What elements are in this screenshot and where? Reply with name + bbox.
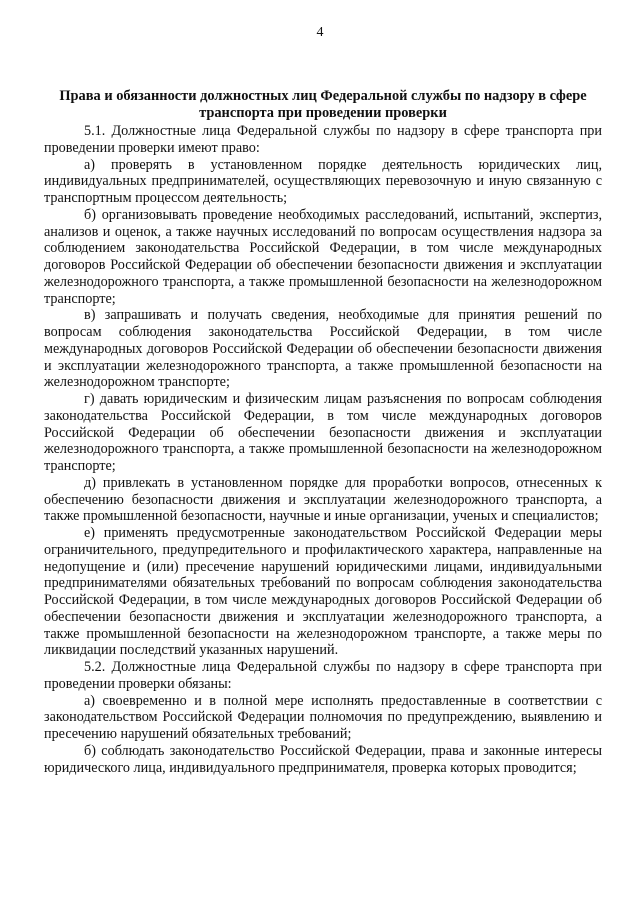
paragraph-5-1-v: в) запрашивать и получать сведения, необходимые для принятия решений по вопросам соблюдения законодательства Российской Федерации, в том числе международных договоров Российской Федерации об обеспечении безопасности движения и эксплуатации железнодорожного транспорта, а также промышленной безопасности на железнодорожном транспорте; [44,307,602,391]
paragraph-5-2-a: а) своевременно и в полной мере исполнять предоставленные в соответствии с законодательством Российской Федерации полномочия по предупреждению, выявлению и пресечению нарушений обязательных требований; [44,692,602,742]
section-title: Права и обязанности должностных лиц Федеральной службы по надзору в сфере транспорта при проведении проверки [59,88,587,121]
paragraph-5-2-b: б) соблюдать законодательство Российской Федерации, права и законные интересы юридического лица, индивидуального предпринимателя, проверка которых проводится; [44,742,602,776]
page-number: 4 [316,25,324,40]
paragraph-5-1-a: а) проверять в установленном порядке деятельность юридических лиц, индивидуальных предпринимателей, осуществляющих перевозочную и иную связанную с транспортным процессом деятельность; [44,156,602,206]
paragraph-5-1-g: г) давать юридическим и физическим лицам разъяснения по вопросам соблюдения законодательства Российской Федерации, в том числе международных договоров Российской Федерации об обеспечении безопасности движения и эксплуатации железнодорожного транспорта, а также промышленной безопасности на железнодорожном транспорте; [44,391,602,474]
document-body [44,123,602,776]
paragraph-5-1-b: б) организовывать проведение необходимых расследований, испытаний, экспертиз, анализов и оценок, а также научных исследований по вопросам осуществления надзора за соблюдением законодательства Российской Федерации, в том числе международных договоров Российской Федерации об обеспечении безопасности движения и эксплуатации железнодорожного транспорта, а также промышленной безопасности на железнодорожном транспорте; [44,206,602,307]
paragraph-5-2: 5.2. Должностные лица Федеральной службы по надзору в сфере транспорта при проведении проверки обязаны: [44,659,602,692]
paragraph-5-1-e: е) применять предусмотренные законодательством Российской Федерации меры ограничительного, предупредительного и профилактического характера, направленные на недопущение и (или) пресечение нарушений юридическими лицами, индивидуальными предпринимателями обязательных требований по вопросам соблюдения законодательства Российской Федерации, в том числе международных договоров Российской Федерации об обеспечении безопасности движения и эксплуатации железнодорожного транспорта, а также промышленной безопасности на железнодорожном транспорте, а также меры по ликвидации последствий указанных нарушений. [44,525,602,659]
paragraph-5-1: 5.1. Должностные лица Федеральной службы по надзору в сфере транспорта при проведении проверки имеют право: [44,123,602,156]
paragraph-5-1-d: д) привлекать в установленном порядке для проработки вопросов, отнесенных к обеспечению безопасности движения и эксплуатации железнодорожного транспорта, а также промышленной безопасности, научные и иные организации, ученых и специалистов; [44,474,602,525]
